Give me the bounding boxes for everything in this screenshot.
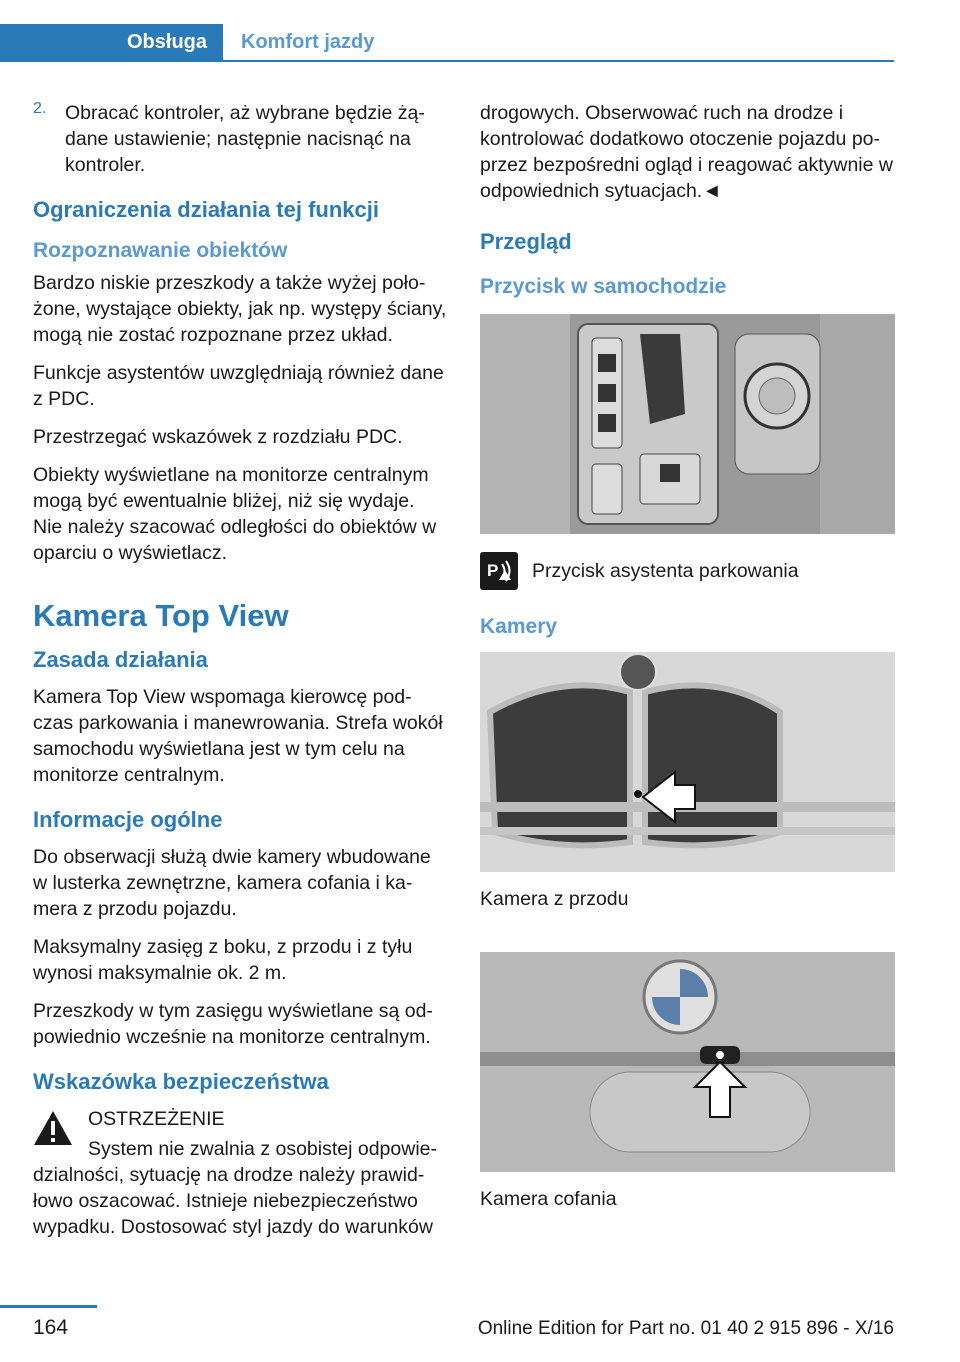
heading-general: Informacje ogólne (33, 807, 223, 832)
edition-note: Online Edition for Part no. 01 40 2 915 896 - X/16 (477, 1318, 894, 1339)
heading-cameras: Kamery (480, 615, 558, 638)
paragraph: Przeszkody w tym zasięgu wyświetlane są od-powiednio wcześnie na monitorze centralnym. (33, 1000, 433, 1048)
caption-front-camera: Kamera z przodu (480, 888, 629, 910)
header-bar (0, 0, 894, 62)
footer-rule (0, 1305, 97, 1308)
paragraph: Do obserwacji służą dwie kamery wbudowane w lusterka zewnętrzne, kamera cofania i ka-mera z przodu pojazdu. (33, 846, 431, 920)
warning-block (33, 1106, 448, 1166)
paragraph: Funkcje asystentów uwzględniają również dane z PDC. (33, 362, 444, 410)
left-column (33, 100, 448, 1252)
heading-object-detection: Rozpoznawanie obiektów (33, 239, 288, 262)
heading-principle: Zasada działania (33, 647, 208, 672)
list-number: 2. (33, 100, 47, 117)
heading-overview: Przegląd (480, 229, 572, 254)
heading-limits: Ograniczenia działania tej funkcji (33, 197, 379, 222)
rear-camera-illustration (480, 952, 895, 1172)
svg-text:P: P (487, 561, 499, 580)
right-column (480, 100, 895, 1252)
caption-rear-camera: Kamera cofania (480, 1188, 617, 1210)
warning-title: OSTRZEŻENIE (88, 1108, 225, 1130)
tab-komfort-jazdy[interactable]: Komfort jazdy (241, 31, 375, 53)
button-caption-row (480, 552, 895, 590)
warning-triangle-icon (33, 1110, 73, 1146)
heading-top-view: Kamera Top View (33, 598, 289, 633)
warning-text: System nie zwalnia z osobistej odpowie-dzialności, sytuację na drodze należy prawid-łowo oszacować. Istnieje niebezpieczeństwo wypadku. Dostosować styl jazdy do warunków (33, 1138, 438, 1238)
tab-obsluga[interactable]: Obsługa (0, 24, 223, 60)
console-illustration (480, 314, 895, 534)
list-text: Obracać kontroler, aż wybrane będzie żą-dane ustawienie; następnie nacisnąć na kontroler. (65, 102, 425, 176)
rear-camera-photo (480, 952, 895, 1172)
paragraph: Kamera Top View wspomaga kierowcę pod-czas parkowania i manewrowania. Strefa wokół samochodu wyświetlana jest w tym celu na monitorze centralnym. (33, 686, 443, 786)
header-rule (0, 60, 894, 62)
list-item (33, 100, 448, 178)
paragraph: Przestrzegać wskazówek z rozdziału PDC. (33, 426, 403, 448)
front-camera-illustration (480, 652, 895, 872)
heading-button-in-car: Przycisk w samochodzie (480, 275, 727, 298)
page-number: 164 (33, 1316, 69, 1339)
park-assist-button-icon (480, 552, 518, 590)
paragraph: drogowych. Obserwować ruch na drodze i kontrolować dodatkowo otoczenie pojazdu po-przez bezpośredni ogląd i reagować aktywnie w odpowiednich sytuacjach.◄ (480, 102, 893, 202)
button-caption: Przycisk asystenta parkowania (532, 559, 799, 582)
console-photo (480, 314, 895, 534)
paragraph: Maksymalny zasięg z boku, z przodu i z tyłu wynosi maksymalnie ok. 2 m. (33, 936, 413, 984)
paragraph: Obiekty wyświetlane na monitorze centralnym mogą być ewentualnie bliżej, niż się wydaje. Nie należy szacować odległości do obiektów w oparciu o wyświetlacz. (33, 464, 437, 564)
heading-safety: Wskazówka bezpieczeństwa (33, 1069, 329, 1094)
front-camera-photo (480, 652, 895, 872)
paragraph: Bardzo niskie przeszkody a także wyżej poło-żone, wystające obiekty, jak np. występy ściany, mogą nie zostać rozpoznane przez układ. (33, 272, 447, 346)
